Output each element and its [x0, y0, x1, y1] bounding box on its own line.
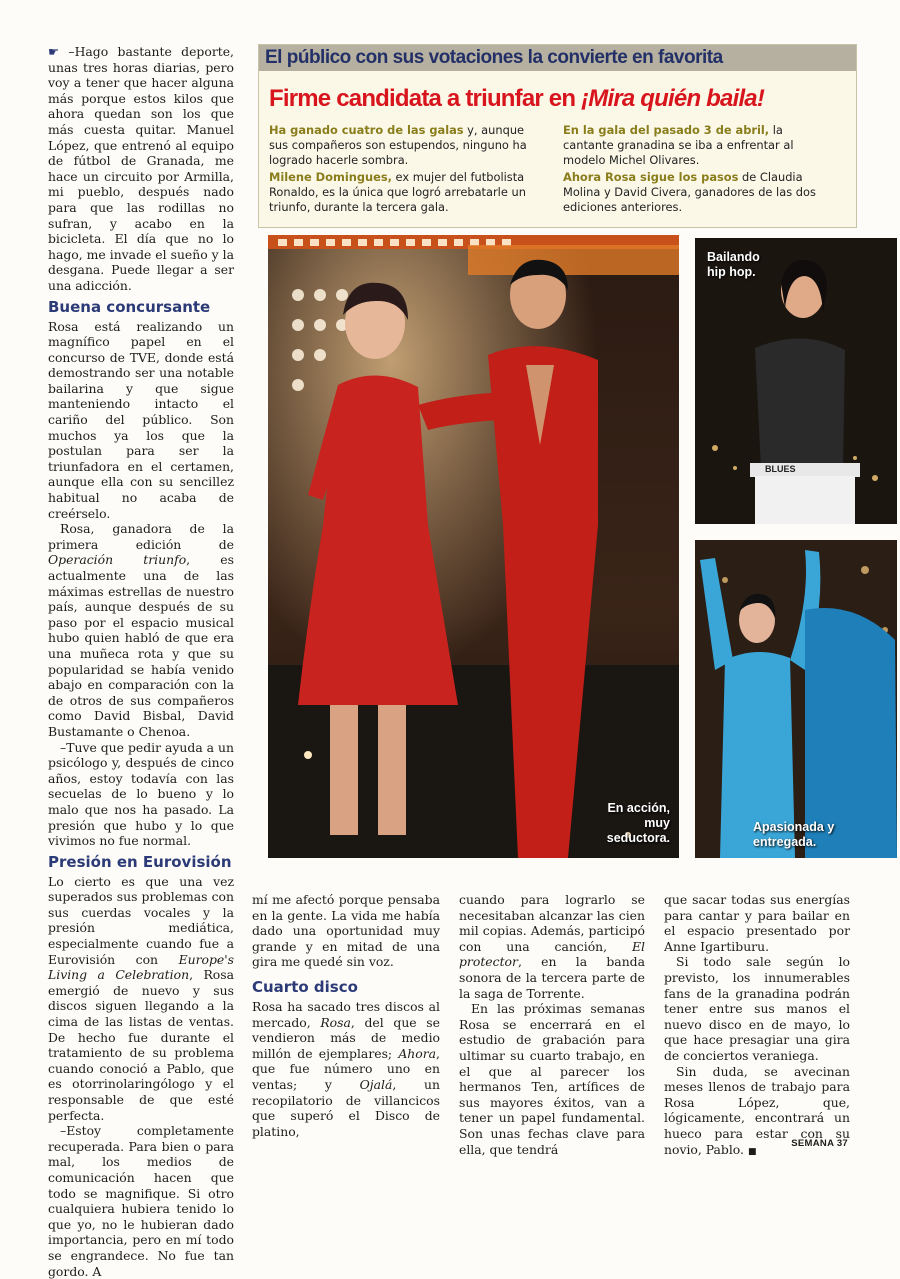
paragraph: –Tuve que pedir ayuda a un psicólogo y, después de cinco años, estoy todavía con las secuelas de lo bueno y lo malo que nos ha pasado. La presión que hubo y lo que vivimos no fue normal. [48, 739, 234, 849]
blue-dance-caption: Apasionada y entregada. [753, 820, 835, 849]
hip-hop-photo [695, 238, 897, 524]
page-folio: SEMANA 37 [791, 1138, 848, 1149]
paragraph: Rosa está realizando un magnífico papel en el concurso de TVE, donde está demostrando ser una notable bailarina y que sigue manteniendo intacto el cariño del público. Son muchos ya los que la postulan para ser la triunfadora en el certamen, aunque ella con su sencillez habitual no acaba de creérselo. [48, 318, 234, 521]
paragraph: cuando para lograrlo se necesitaban alcanzar las cien mil copias. Además, participó con una canción, El protector, en la banda sonora de la tercera parte de la saga de Torrente. [459, 892, 645, 1001]
hip-hop-illustration [695, 238, 897, 524]
paragraph: mí me afectó porque pensaba en la gente. La vida me había dado una oportunidad muy grande y en mitad de una gira me quedé sin voz. [252, 892, 440, 970]
section-heading-cuarto-disco: Cuarto disco [252, 977, 358, 996]
info-paragraph: En la gala del pasado 3 de abril, la cantante granadina se iba a enfrentar al modelo Michel Olivares. [563, 123, 794, 167]
info-box-banner: El público con sus votaciones la convierte en favorita [259, 45, 856, 71]
bottom-column-4 [664, 892, 850, 1160]
paragraph: –Estoy completamente recuperada. Para bien o para mal, los medios de comunicación hacen que todo se magnifique. Si otro cualquiera hubiera tenido lo que yo, no le hubieran dado importancia, pero en mí todo se engrandece. No fue tan gordo. A [48, 1123, 234, 1279]
blue-dance-illustration [695, 540, 897, 858]
end-mark-icon: ■ [747, 1146, 757, 1157]
paragraph: Rosa, ganadora de la primera edición de Operación triunfo, es actualmente una de las máximas estrellas de nuestro país, aunque después de su paso por el espacio musical hubo quien habló de que era una muñeca rota y que su popularidad se había venido abajo en comparación con la de otros de sus compañeros como David Bisbal, David Bustamante o Chenoa. [48, 521, 234, 739]
left-column [48, 44, 234, 1279]
info-box-left-column [269, 123, 544, 217]
blue-dance-photo [695, 540, 897, 858]
paragraph: Si todo sale según lo previsto, los innumerables fans de la granadina podrán tener entre sus manos el nuevo disco en de mayo, lo que hace presagiar una gira de conciertos veraniega. [664, 954, 850, 1063]
dance-couple-illustration [268, 235, 679, 858]
info-paragraph: Milene Domingues, ex mujer del futbolista Ronaldo, es la única que logró arrebatarle un triunfo, durante la tercera gala. [269, 170, 526, 214]
belt-label: BLUES [765, 464, 796, 474]
paragraph: En las próximas semanas Rosa se encerrará en el estudio de grabación para ultimar su cuarto trabajo, en el que al parecer los hermanos Ten, artífices de sus mayores éxitos, van a tener un papel fundamental. Son unas fechas clave para ella, que tendrá [459, 1001, 645, 1157]
main-dance-photo [268, 235, 679, 858]
paragraph: Lo cierto es que una vez superados sus problemas con sus cuerdas vocales y la presión mediática, especialmente cuando fue a Eurovisión con Europe's Living a Celebration, Rosa emergió de nuevo y sus discos siguen llegando a la cima de las listas de ventas. De hecho fue durante el tratamiento de su problema cuando conoció a Pablo, que es otorrinolaringólogo y el responsable de que esté perfecta. [48, 873, 234, 1123]
info-paragraph: Ha ganado cuatro de las galas y, aunque sus compañeros son estupendos, ninguno ha logrado hacerle sombra. [269, 123, 527, 167]
bottom-column-3 [459, 892, 645, 1157]
paragraph: que sacar todas sus energías para cantar y para bailar en el espacio presentado por Anne Igartiburu. [664, 892, 850, 954]
intro-paragraph: ☛ –Hago bastante deporte, unas tres horas diarias, pero voy a tener que hacer alguna más porque estos kilos que ahora quedan son los que más cuesta quitar. Manuel López, que entrenó al equipo de fútbol de Granada, me hace un circuito por Armilla, mi pueblo, después nado para que las rodillas no sufran, y acabo en la bicicleta. El día que no lo hago, me invade el sueño y la desgana. Puede llegar a ser una adicción. [48, 44, 234, 293]
pointing-hand-icon: ☛ [48, 44, 69, 59]
hip-hop-caption: Bailando hip hop. [707, 250, 760, 279]
main-photo-caption: En acción, muy seductora. [606, 801, 670, 845]
section-heading-presion-eurovision: Presión en Eurovisión [48, 852, 232, 871]
paragraph: Sin duda, se avecinan meses llenos de trabajo para Rosa López, que, lógicamente, encontrará un hueco para estar con su novio, Pablo. ■ [664, 1063, 850, 1157]
info-paragraph: Ahora Rosa sigue los pasos de Claudia Molina y David Civera, ganadores de las dos ediciones anteriores. [563, 170, 816, 214]
bottom-column-2 [252, 892, 440, 1139]
section-heading-buena-concursante: Buena concursante [48, 297, 211, 316]
info-box [258, 44, 857, 228]
info-box-right-column [563, 123, 835, 217]
info-box-title: Firme candidata a triunfar en ¡Mira quién baila! [269, 85, 765, 112]
paragraph: Rosa ha sacado tres discos al mercado, Rosa, del que se vendieron más de medio millón de ejemplares; Ahora, que fue número uno en ventas; y Ojalá, un recopilatorio de villancicos que superó el Disco de platino, [252, 998, 440, 1139]
